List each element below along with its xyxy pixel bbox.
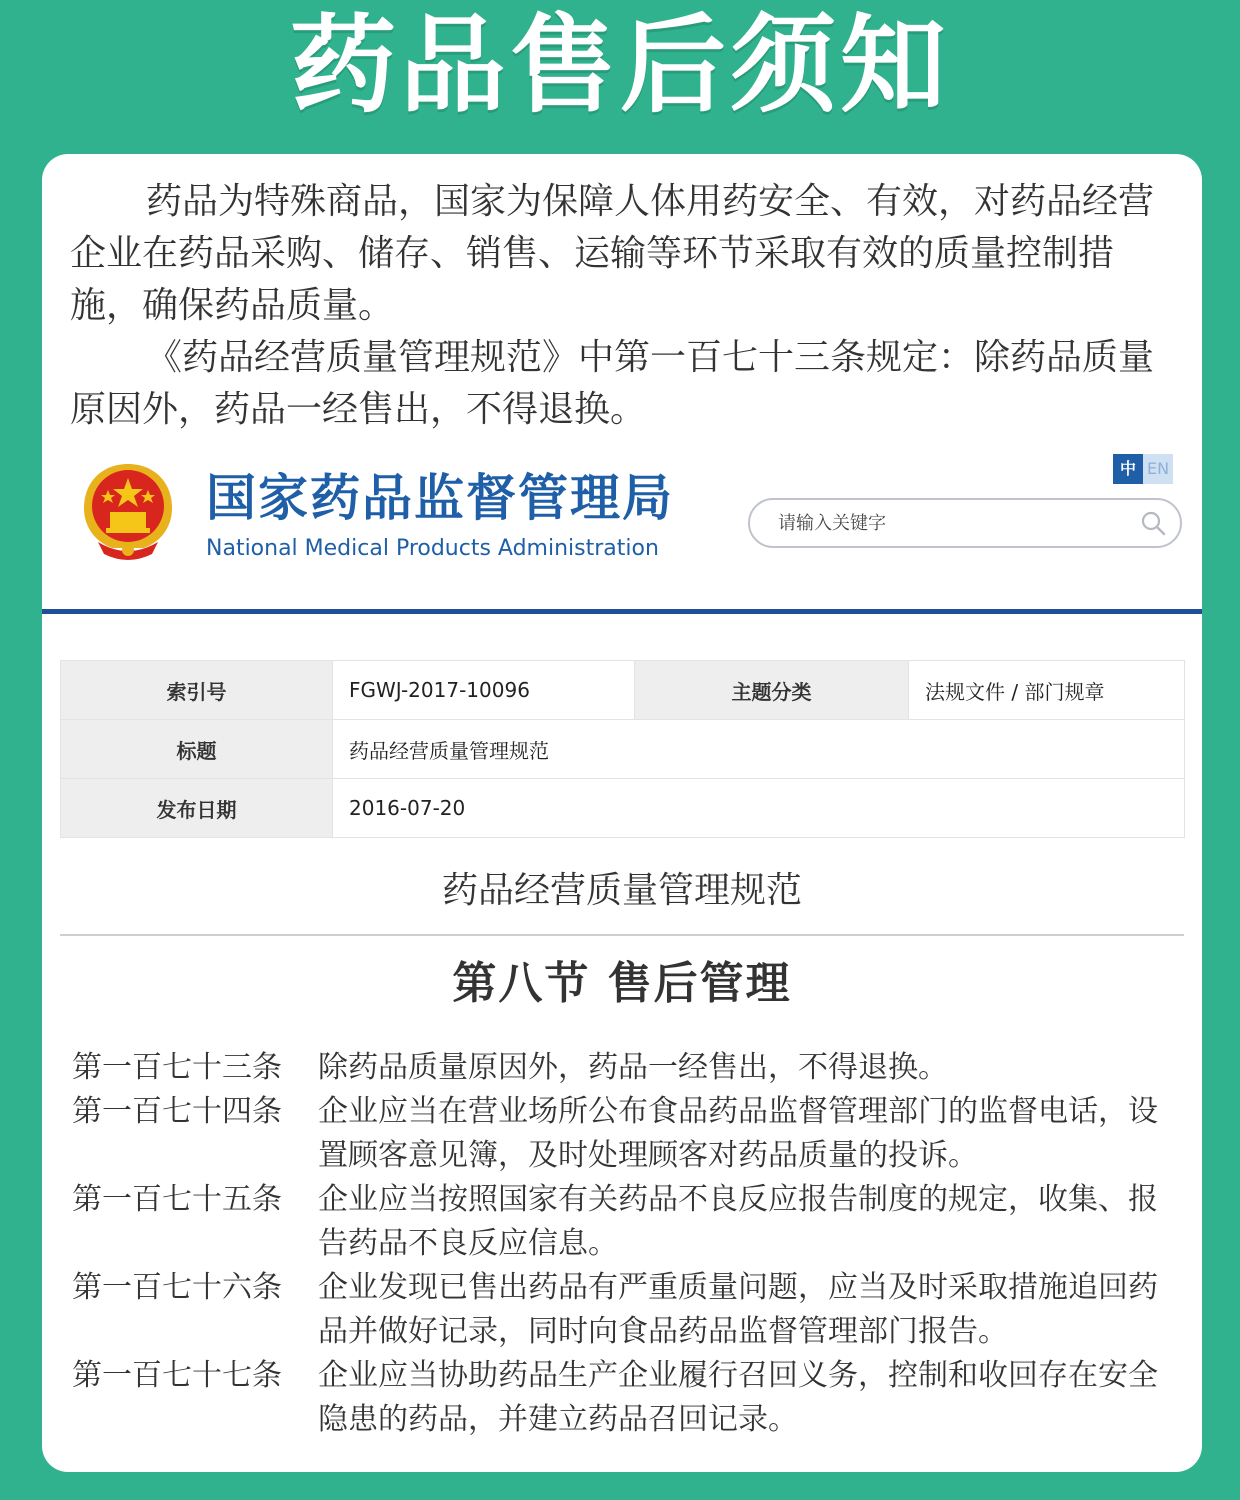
notice-card: [42, 154, 1202, 1472]
date-value: 2016-07-20: [333, 779, 1185, 838]
article-number: 第一百七十四条: [72, 1094, 282, 1129]
national-emblem-icon: [80, 462, 176, 562]
intro-paragraph: 药品为特殊商品，国家为保障人体用药安全、有效，对药品经营企业在药品采购、储存、销售、运输等环节采取有效的质量控制措施，确保药品质量。: [70, 181, 1155, 326]
list-item: [72, 1090, 1182, 1178]
article-number: 第一百七十六条: [72, 1270, 282, 1305]
date-label: 发布日期: [61, 779, 333, 838]
document-title: 药品经营质量管理规范: [441, 870, 802, 911]
section-title: 第八节 售后管理: [452, 958, 792, 1009]
article-text: 企业应当在营业场所公布食品药品监督管理部门的监督电话，设置顾客意见簿，及时处理顾客对药品质量的投诉。: [318, 1094, 1158, 1173]
search-box: [748, 498, 1182, 548]
search-input[interactable]: [776, 508, 1120, 538]
org-name-cn[interactable]: 国家药品监督管理局: [206, 469, 674, 527]
article-text: 企业应当协助药品生产企业履行召回义务，控制和收回存在安全隐患的药品，并建立药品召回记录。: [318, 1358, 1158, 1437]
article-text: 除药品质量原因外，药品一经售出，不得退换。: [318, 1050, 948, 1085]
lang-zh-button[interactable]: 中: [1113, 454, 1143, 484]
nmpa-site-header: [42, 444, 1202, 614]
category-label: 主题分类: [635, 661, 909, 720]
header-divider: [42, 609, 1202, 614]
article-text: 企业发现已售出药品有严重质量问题，应当及时采取措施追回药品并做好记录，同时向食品药品监督管理部门报告。: [318, 1270, 1158, 1349]
intro-paragraph: 《药品经营质量管理规范》中第一百七十三条规定：除药品质量原因外，药品一经售出，不得退换。: [70, 337, 1155, 430]
lang-en-button[interactable]: EN: [1143, 454, 1173, 484]
page-title: 药品售后须知: [290, 4, 950, 127]
index-label: 索引号: [61, 661, 333, 720]
list-item: [72, 1178, 1182, 1266]
org-name-en: National Medical Products Administration: [206, 536, 659, 561]
article-number: 第一百七十三条: [72, 1050, 282, 1085]
intro-text: [70, 176, 1170, 436]
document-meta-table: [60, 660, 1185, 838]
index-value: FGWJ-2017-10096: [333, 661, 635, 720]
article-number: 第一百七十五条: [72, 1182, 282, 1217]
search-icon[interactable]: [1140, 510, 1166, 536]
list-item: [72, 1266, 1182, 1354]
title-value: 药品经营质量管理规范: [333, 720, 1185, 779]
table-row: [61, 779, 1185, 838]
language-switch: [1113, 454, 1173, 484]
category-value: 法规文件 / 部门规章: [909, 661, 1185, 720]
article-number: 第一百七十七条: [72, 1358, 282, 1393]
document-divider: [60, 934, 1184, 936]
article-text: 企业应当按照国家有关药品不良反应报告制度的规定，收集、报告药品不良反应信息。: [318, 1182, 1158, 1261]
list-item: [72, 1354, 1182, 1442]
table-row: [61, 661, 1185, 720]
table-row: [61, 720, 1185, 779]
list-item: [72, 1046, 1182, 1090]
title-label: 标题: [61, 720, 333, 779]
articles-list: [72, 1046, 1182, 1442]
